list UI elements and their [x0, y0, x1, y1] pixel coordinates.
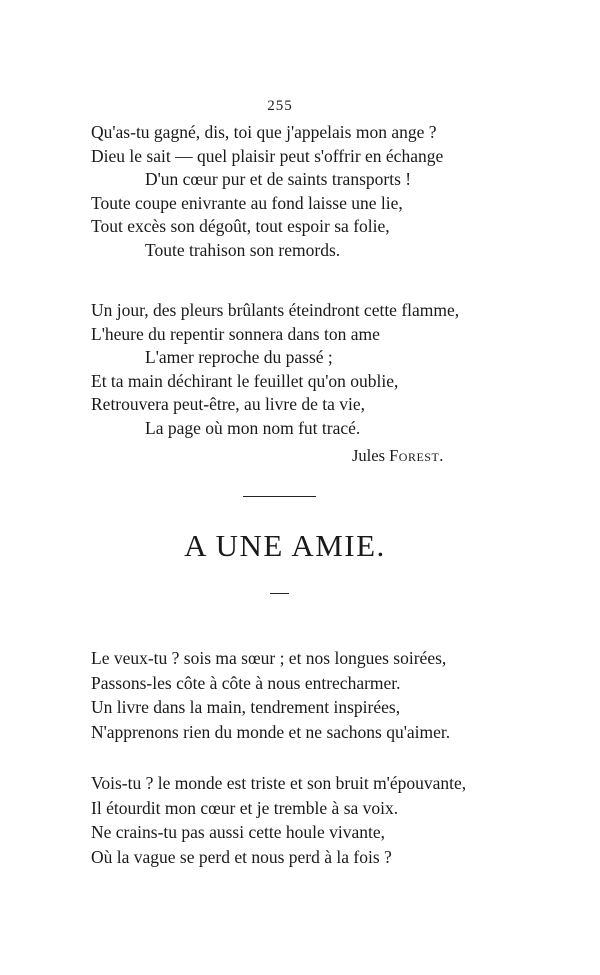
poem2-stanza-1 — [91, 646, 491, 744]
verse-line: Il étourdit mon cœur et je tremble à sa voix. — [91, 797, 399, 818]
verse-line: N'apprenons rien du monde et ne sachons qu'aimer. — [91, 721, 451, 742]
verse-line: La page où mon nom fut tracé. — [145, 417, 361, 438]
verse-line: Tout excès son dégoût, tout espoir sa folie, — [91, 216, 390, 236]
verse-line: L'heure du repentir sonnera dans ton ame — [91, 323, 380, 344]
author-signature — [352, 446, 444, 466]
verse-line: Ne crains-tu pas aussi cette houle vivante, — [91, 822, 385, 842]
verse-line: Le veux-tu ? sois ma sœur ; et nos longues soirées, — [91, 648, 447, 668]
verse-line: Toute trahison son remords. — [145, 239, 341, 260]
page-number: 255 — [267, 98, 293, 114]
poem2-stanza-2 — [91, 771, 491, 869]
verse-line: D'un cœur pur et de saints transports ! — [145, 169, 412, 189]
poem1-stanza-2 — [91, 299, 491, 440]
verse-line: Vois-tu ? le monde est triste et son bruit m'épouvante, — [91, 773, 467, 793]
author-first-name: Jules — [352, 446, 385, 465]
section-divider — [243, 496, 316, 497]
verse-line: Dieu le sait — quel plaisir peut s'offrir en échange — [91, 145, 444, 166]
verse-line: Un jour, des pleurs brûlants éteindront cette flamme, — [91, 300, 460, 320]
verse-line: Passons-les côte à côte à nous entrecharmer. — [91, 672, 401, 693]
poem1-stanza-1 — [91, 121, 491, 262]
verse-line: Où la vague se perd et nous perd à la fois ? — [91, 846, 392, 867]
verse-line: L'amer reproche du passé ; — [145, 347, 333, 367]
verse-line: Un livre dans la main, tendrement inspirées, — [91, 697, 401, 717]
author-surname: Forest. — [389, 446, 444, 465]
verse-line: Et ta main déchirant le feuillet qu'on oublie, — [91, 370, 399, 391]
verse-line: Qu'as-tu gagné, dis, toi que j'appelais mon ange ? — [91, 122, 437, 142]
poem-title: A UNE AMIE. — [184, 528, 386, 563]
title-dash — [270, 593, 289, 594]
verse-line: Toute coupe enivrante au fond laisse une lie, — [91, 192, 403, 213]
verse-line: Retrouvera peut-être, au livre de ta vie, — [91, 394, 366, 414]
